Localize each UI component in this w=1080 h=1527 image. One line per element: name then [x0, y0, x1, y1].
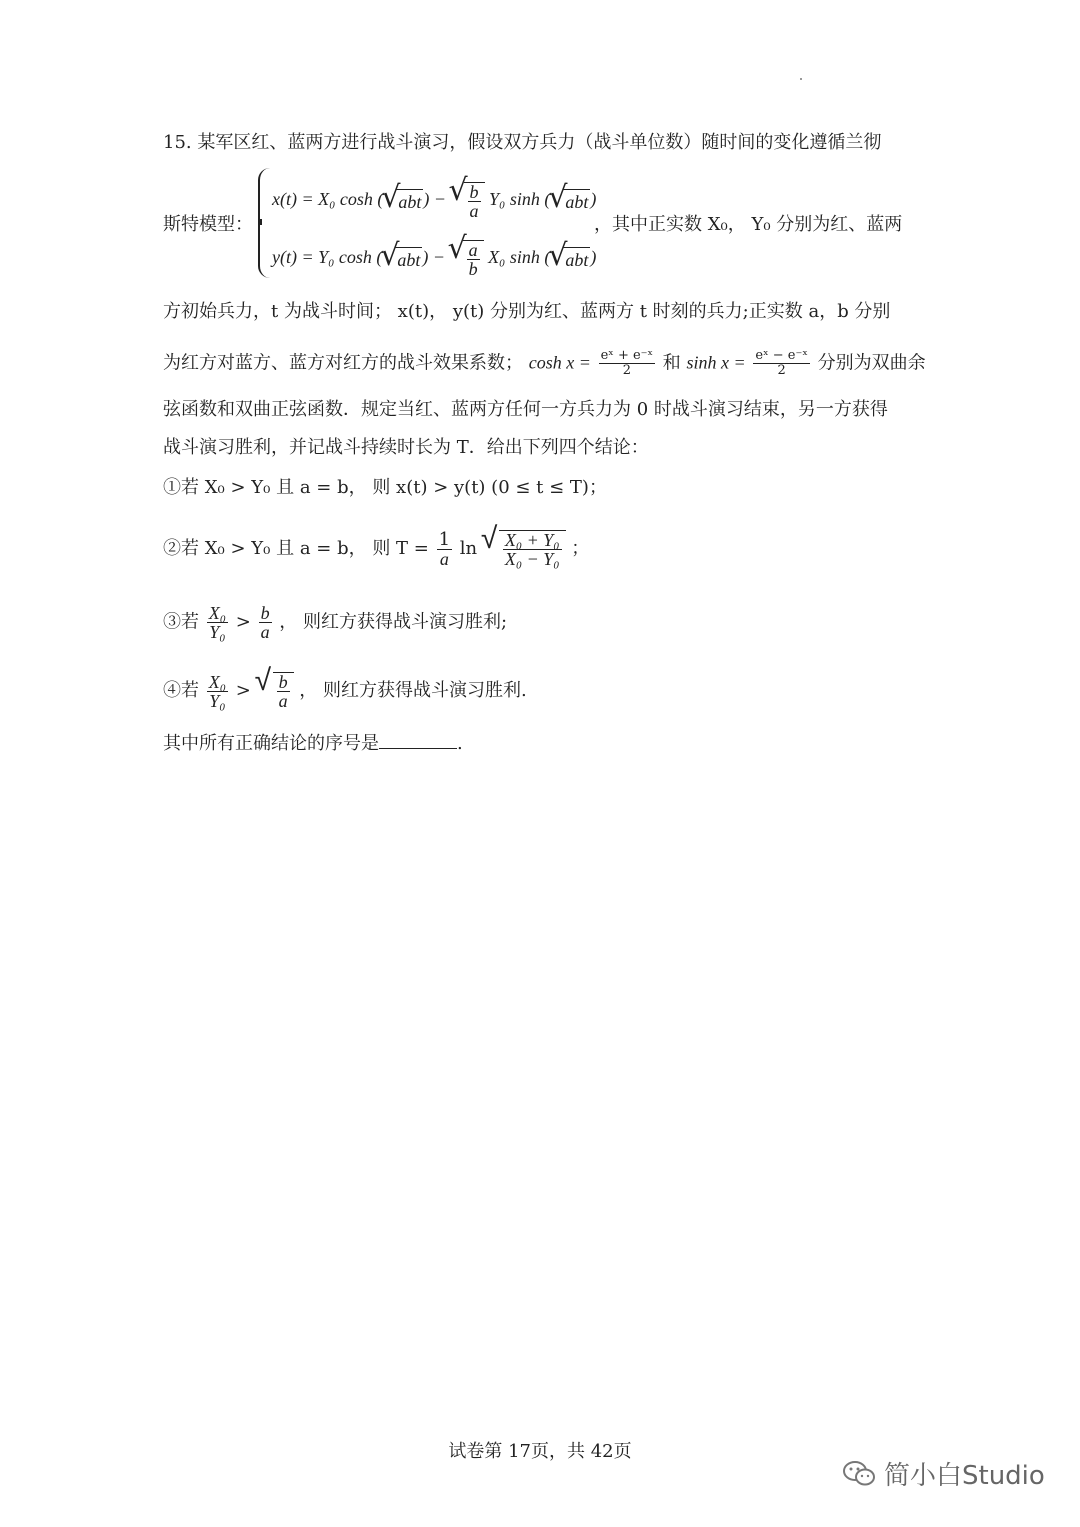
watermark-text: 简小白Studio	[884, 1461, 1045, 1491]
eq2-radicand: abt	[395, 247, 422, 272]
eq2-sqrt2	[550, 247, 590, 272]
equation-y: y(t) = Y₀ cosh (√ abt ) − √ $\frac{a}{b}$ X₀ sinh (√ abt )	[272, 240, 596, 278]
c3-gt: >	[235, 611, 251, 633]
sinh-num: eˣ − e⁻ˣ	[755, 348, 808, 363]
eq2-coef-sqrt	[450, 240, 484, 278]
model-label: 斯特模型：	[163, 214, 253, 235]
c4-frac	[207, 673, 228, 710]
eq1-frac-den: a	[469, 201, 479, 221]
c2-rad-frac	[503, 531, 562, 568]
line-rules: 弦函数和双曲正弦函数．规定当红、蓝两方任何一方兵力为 0 时战斗演习结束，另一方获得	[163, 399, 888, 420]
eq1-frac-num: √ b	[469, 182, 479, 202]
c4-rfrac	[277, 673, 290, 710]
eq2-lhs: y(t) = Y₀ cosh	[272, 247, 372, 268]
eq1-sqrt	[383, 189, 423, 214]
c3-rden: a	[260, 622, 270, 642]
sinh-label: sinh x =	[686, 352, 746, 373]
c3-den: Y₀	[209, 622, 226, 642]
sinh-den: 2	[777, 363, 786, 378]
eq1-radicand: abt	[396, 189, 423, 214]
and-text: 和	[662, 352, 681, 374]
c4-den: Y₀	[209, 690, 226, 711]
c2-ln: ln	[459, 538, 478, 559]
equation-x: x(t) = X₀ cosh (√ abt ) − √ $\frac{b}{a}$ Y₀ sinh (√ abt )	[272, 182, 596, 220]
eq1-coef-frac	[468, 183, 481, 220]
c3-frac	[207, 604, 228, 641]
watermark	[842, 1455, 1045, 1492]
hyperbolic-text: 分别为双曲余	[817, 352, 926, 374]
answer-blank[interactable]	[379, 730, 457, 749]
c3-num: X₀	[208, 603, 226, 623]
conclusion-4	[163, 672, 527, 710]
c2-text: ②若 X₀ > Y₀ 且 a = b， 则 T =	[163, 538, 429, 559]
c4-num: X₀	[208, 671, 226, 692]
c3-rnum: b	[260, 603, 270, 623]
final-end: .	[457, 733, 463, 754]
sinh-frac	[753, 349, 809, 378]
scan-speck	[800, 78, 802, 80]
conclusion-1: ①若 X₀ > Y₀ 且 a = b， 则 x(t) > y(t) (0 ≤ t ≤ T)；	[163, 477, 607, 498]
c2-frac	[437, 528, 452, 569]
question-number: 15.	[163, 132, 192, 153]
eq1-minus: −	[433, 189, 447, 210]
cosh-num: eˣ + e⁻ˣ	[600, 348, 654, 363]
wechat-icon	[842, 1459, 876, 1489]
c4-end: ， 则红方获得战斗演习胜利.	[299, 680, 527, 701]
coefficients-text: 为红方对蓝方、蓝方对红方的战斗效果系数；	[163, 352, 523, 374]
eq1-tail: Y₀ sinh	[489, 189, 540, 210]
eq2-minus: −	[432, 247, 446, 268]
eq2-tail: X₀ sinh	[488, 247, 540, 268]
eq1-sqrt2	[550, 189, 590, 214]
eq2-frac-num: √ a	[468, 240, 478, 260]
eq2-radicand2: abt	[563, 247, 590, 272]
eq1-coef-sqrt	[451, 182, 485, 220]
final-text: 其中所有正确结论的序号是	[163, 733, 379, 754]
eq2-sqrt	[382, 247, 422, 272]
c4-sqrt	[257, 672, 294, 710]
final-question	[163, 730, 463, 756]
c2-sqrt	[483, 530, 566, 568]
line-conclusions-intro: 战斗演习胜利，并记战斗持续时长为 T．给出下列四个结论：	[163, 437, 649, 458]
after-system-text: ，其中正实数 X₀， Y₀ 分别为红、蓝两	[594, 214, 903, 235]
c4-gt: >	[235, 680, 251, 701]
cosh-den: 2	[622, 363, 631, 378]
eq2-coef-frac	[467, 241, 480, 278]
conclusion-3	[163, 604, 507, 641]
c2-end: ；	[571, 538, 590, 559]
c2-frac-den: a	[439, 548, 449, 569]
c2-rad-den: X₀ − Y₀	[504, 549, 560, 569]
c4-rden: a	[278, 691, 288, 711]
c3-end: ， 则红方获得战斗演习胜利;	[279, 611, 508, 633]
cosh-label: cosh x =	[528, 352, 591, 373]
c2-frac-num: 1	[438, 528, 451, 550]
question-intro: 某军区红、蓝两方进行战斗演习，假设双方兵力（战斗单位数）随时间的变化遵循兰彻	[197, 132, 882, 153]
line-coefficients	[163, 349, 926, 378]
eq1-radicand2: abt	[563, 189, 590, 214]
c3-text: ③若	[163, 611, 199, 633]
c2-rad-num: √ X₀ + Y₀	[504, 530, 560, 550]
c3-rfrac	[259, 604, 272, 641]
conclusion-2	[163, 530, 589, 568]
line-initial-forces: 方初始兵力，t 为战斗时间； x(t)， y(t) 分别为红、蓝两方 t 时刻的兵力;正实数 a，b 分别	[163, 301, 891, 322]
system-brace	[258, 168, 270, 278]
c4-rnum: √ b	[278, 672, 288, 692]
question-intro-line	[163, 131, 881, 155]
cosh-frac	[599, 349, 655, 378]
c4-text: ④若	[163, 680, 199, 701]
eq2-frac-den: b	[468, 259, 478, 279]
page-footer: 试卷第 17页，共 42页	[448, 1441, 632, 1462]
eq1-lhs: x(t) = X₀ cosh	[272, 189, 373, 210]
